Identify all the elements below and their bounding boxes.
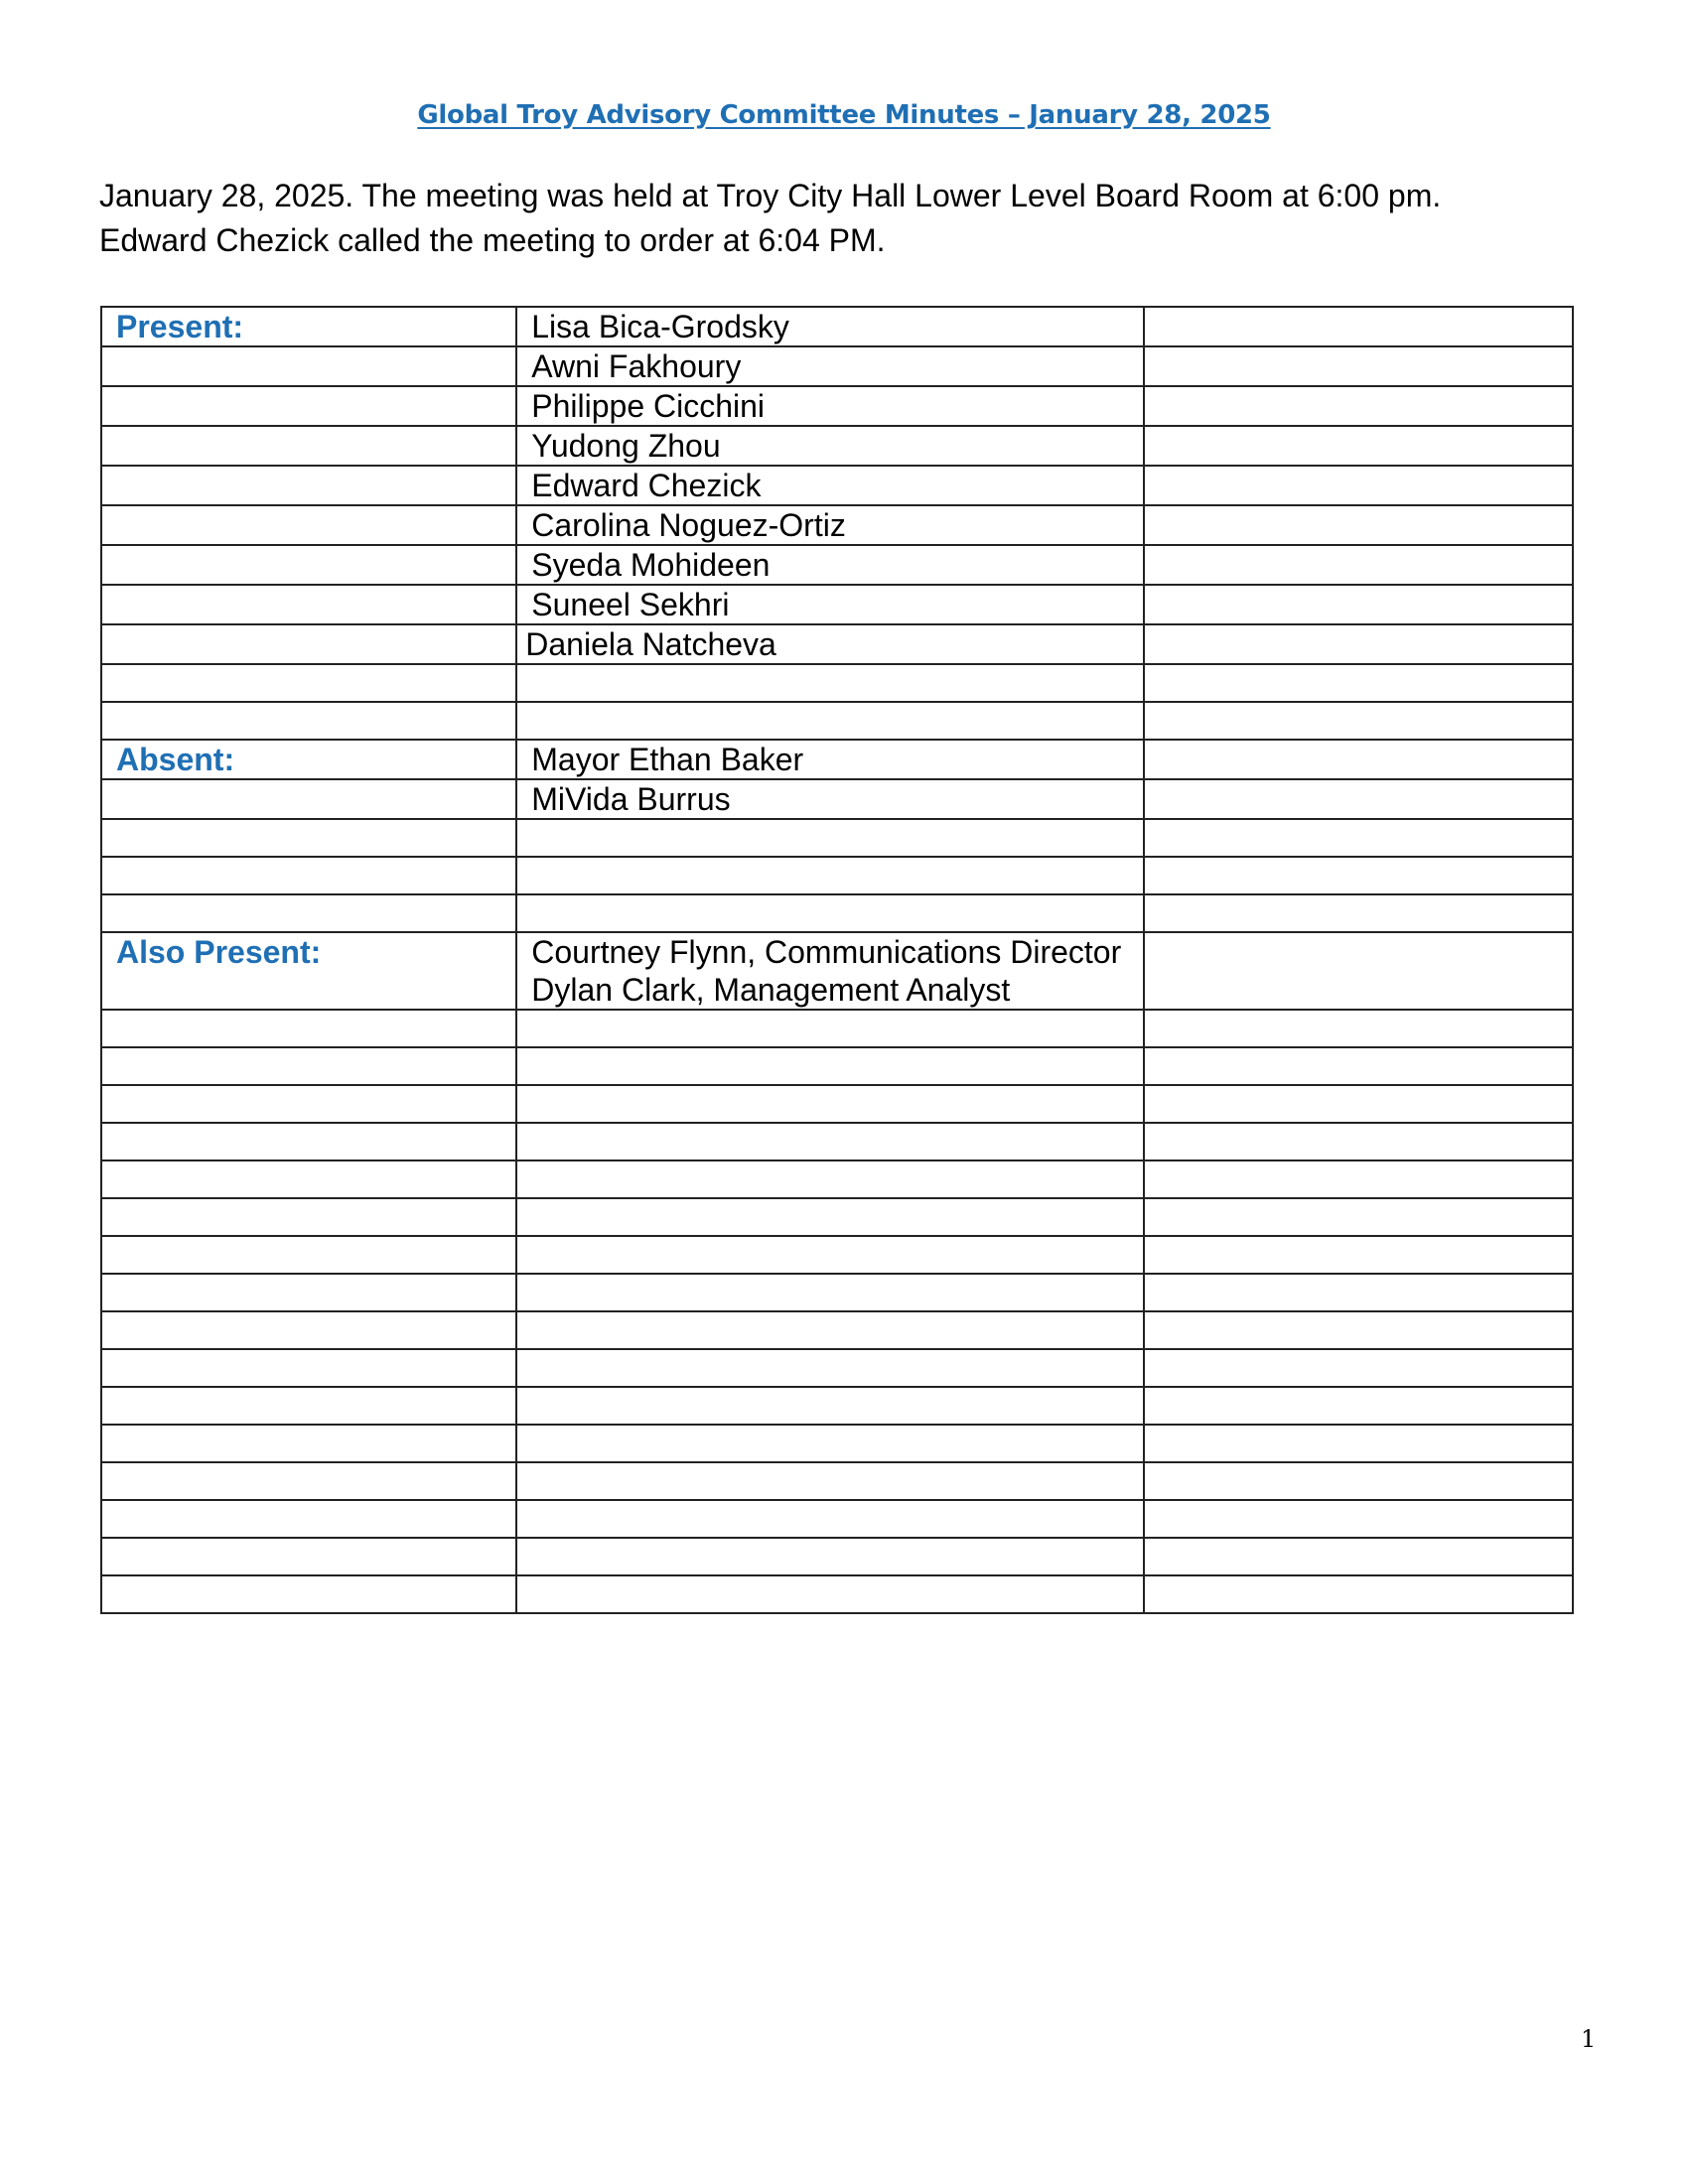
intro-line-2: Edward Chezick called the meeting to order at 6:04 PM. <box>99 222 886 258</box>
empty-cell <box>1144 426 1573 466</box>
empty-cell <box>101 466 516 505</box>
present-member-1: Lisa Bica-Grodsky <box>516 307 1143 346</box>
table-row <box>101 1311 1573 1349</box>
present-label-cell <box>101 307 516 346</box>
empty-cell <box>101 1538 516 1575</box>
attendance-table <box>100 306 1574 1614</box>
table-row <box>101 1462 1573 1500</box>
empty-cell <box>516 1349 1143 1387</box>
empty-cell <box>1144 1274 1573 1311</box>
present-member-4: Yudong Zhou <box>516 426 1143 466</box>
table-row <box>101 1160 1573 1198</box>
also-present-label: Also Present: <box>116 934 322 970</box>
table-row <box>101 1010 1573 1047</box>
empty-cell <box>516 894 1143 932</box>
empty-cell <box>516 702 1143 740</box>
table-row <box>101 1236 1573 1274</box>
empty-cell <box>101 702 516 740</box>
empty-cell <box>516 664 1143 702</box>
empty-cell <box>1144 466 1573 505</box>
absent-member-2: MiVida Burrus <box>516 779 1143 819</box>
empty-cell <box>1144 545 1573 585</box>
present-member-6: Carolina Noguez-Ortiz <box>516 505 1143 545</box>
empty-cell <box>516 1123 1143 1160</box>
empty-cell <box>101 1047 516 1085</box>
present-member-7: Syeda Mohideen <box>516 545 1143 585</box>
empty-cell <box>1144 1349 1573 1387</box>
empty-cell <box>516 1010 1143 1047</box>
also-present-members-cell <box>516 932 1143 1010</box>
empty-cell <box>1144 1538 1573 1575</box>
table-row <box>101 740 1573 779</box>
empty-cell <box>1144 1575 1573 1613</box>
empty-cell <box>1144 386 1573 426</box>
empty-cell <box>101 386 516 426</box>
empty-cell <box>1144 585 1573 624</box>
empty-cell <box>516 857 1143 894</box>
present-member-3: Philippe Cicchini <box>516 386 1143 426</box>
empty-cell <box>101 1085 516 1123</box>
empty-cell <box>1144 1425 1573 1462</box>
empty-cell <box>516 1311 1143 1349</box>
table-row <box>101 1085 1573 1123</box>
table-row <box>101 386 1573 426</box>
empty-cell <box>1144 1387 1573 1425</box>
table-row <box>101 307 1573 346</box>
empty-cell <box>516 1085 1143 1123</box>
empty-cell <box>1144 702 1573 740</box>
table-row <box>101 932 1573 1010</box>
also-present-member-2: Dylan Clark, Management Analyst <box>531 972 1011 1008</box>
empty-cell <box>516 1500 1143 1538</box>
empty-cell <box>101 1500 516 1538</box>
empty-cell <box>1144 624 1573 664</box>
empty-cell <box>101 1575 516 1613</box>
empty-cell <box>101 894 516 932</box>
empty-cell <box>101 505 516 545</box>
empty-cell <box>101 1274 516 1311</box>
empty-cell <box>101 1387 516 1425</box>
table-row <box>101 1349 1573 1387</box>
empty-cell <box>1144 664 1573 702</box>
table-row <box>101 1500 1573 1538</box>
empty-cell <box>101 857 516 894</box>
present-member-9: Daniela Natcheva <box>516 624 1143 664</box>
table-row <box>101 346 1573 386</box>
empty-cell <box>101 585 516 624</box>
empty-cell <box>516 1047 1143 1085</box>
intro-paragraph <box>99 174 1609 263</box>
table-row <box>101 779 1573 819</box>
table-row <box>101 1123 1573 1160</box>
empty-cell <box>1144 1500 1573 1538</box>
empty-cell <box>1144 1010 1573 1047</box>
intro-line-1: January 28, 2025. The meeting was held at Troy City Hall Lower Level Board Room at 6:00 pm. <box>99 178 1442 213</box>
absent-member-1: Mayor Ethan Baker <box>516 740 1143 779</box>
empty-cell <box>1144 505 1573 545</box>
empty-cell <box>516 1462 1143 1500</box>
empty-cell <box>101 426 516 466</box>
empty-cell <box>1144 1160 1573 1198</box>
empty-cell <box>1144 932 1573 1010</box>
empty-cell <box>1144 857 1573 894</box>
empty-cell <box>101 1311 516 1349</box>
empty-cell <box>101 545 516 585</box>
page-number: 1 <box>1581 2025 1597 2053</box>
empty-cell <box>101 1123 516 1160</box>
table-row <box>101 1387 1573 1425</box>
empty-cell <box>101 346 516 386</box>
empty-cell <box>101 1160 516 1198</box>
table-row <box>101 624 1573 664</box>
empty-cell <box>516 1160 1143 1198</box>
empty-cell <box>1144 1311 1573 1349</box>
absent-label-cell <box>101 740 516 779</box>
empty-cell <box>516 1236 1143 1274</box>
empty-cell <box>101 1236 516 1274</box>
empty-cell <box>1144 1198 1573 1236</box>
empty-cell <box>1144 779 1573 819</box>
also-present-member-1: Courtney Flynn, Communications Director <box>531 934 1122 970</box>
table-row <box>101 1274 1573 1311</box>
table-row <box>101 857 1573 894</box>
empty-cell <box>516 1538 1143 1575</box>
table-row <box>101 819 1573 857</box>
empty-cell <box>516 1425 1143 1462</box>
empty-cell <box>1144 1236 1573 1274</box>
empty-cell <box>516 819 1143 857</box>
empty-cell <box>516 1387 1143 1425</box>
table-row <box>101 894 1573 932</box>
empty-cell <box>516 1575 1143 1613</box>
empty-cell <box>1144 819 1573 857</box>
empty-cell <box>1144 894 1573 932</box>
present-member-2: Awni Fakhoury <box>516 346 1143 386</box>
empty-cell <box>101 779 516 819</box>
table-row <box>101 466 1573 505</box>
empty-cell <box>1144 1123 1573 1160</box>
empty-cell <box>1144 1085 1573 1123</box>
empty-cell <box>101 1349 516 1387</box>
empty-cell <box>101 1462 516 1500</box>
empty-cell <box>1144 307 1573 346</box>
empty-cell <box>101 1425 516 1462</box>
empty-cell <box>101 819 516 857</box>
table-row <box>101 702 1573 740</box>
empty-cell <box>1144 740 1573 779</box>
document-title: Global Troy Advisory Committee Minutes – January 28, 2025 <box>417 100 1271 130</box>
empty-cell <box>101 624 516 664</box>
table-row <box>101 426 1573 466</box>
table-row <box>101 505 1573 545</box>
table-row <box>101 1047 1573 1085</box>
table-row <box>101 1538 1573 1575</box>
table-row <box>101 585 1573 624</box>
absent-label: Absent: <box>116 742 235 777</box>
table-row <box>101 1575 1573 1613</box>
table-row <box>101 1198 1573 1236</box>
present-member-8: Suneel Sekhri <box>516 585 1143 624</box>
empty-cell <box>516 1274 1143 1311</box>
table-row <box>101 545 1573 585</box>
empty-cell <box>1144 1047 1573 1085</box>
table-row <box>101 664 1573 702</box>
empty-cell <box>516 1198 1143 1236</box>
also-present-label-cell <box>101 932 516 1010</box>
empty-cell <box>101 1010 516 1047</box>
present-member-5: Edward Chezick <box>516 466 1143 505</box>
empty-cell <box>101 664 516 702</box>
empty-cell <box>1144 1462 1573 1500</box>
present-label: Present: <box>116 309 244 344</box>
empty-cell <box>1144 346 1573 386</box>
table-row <box>101 1425 1573 1462</box>
empty-cell <box>101 1198 516 1236</box>
